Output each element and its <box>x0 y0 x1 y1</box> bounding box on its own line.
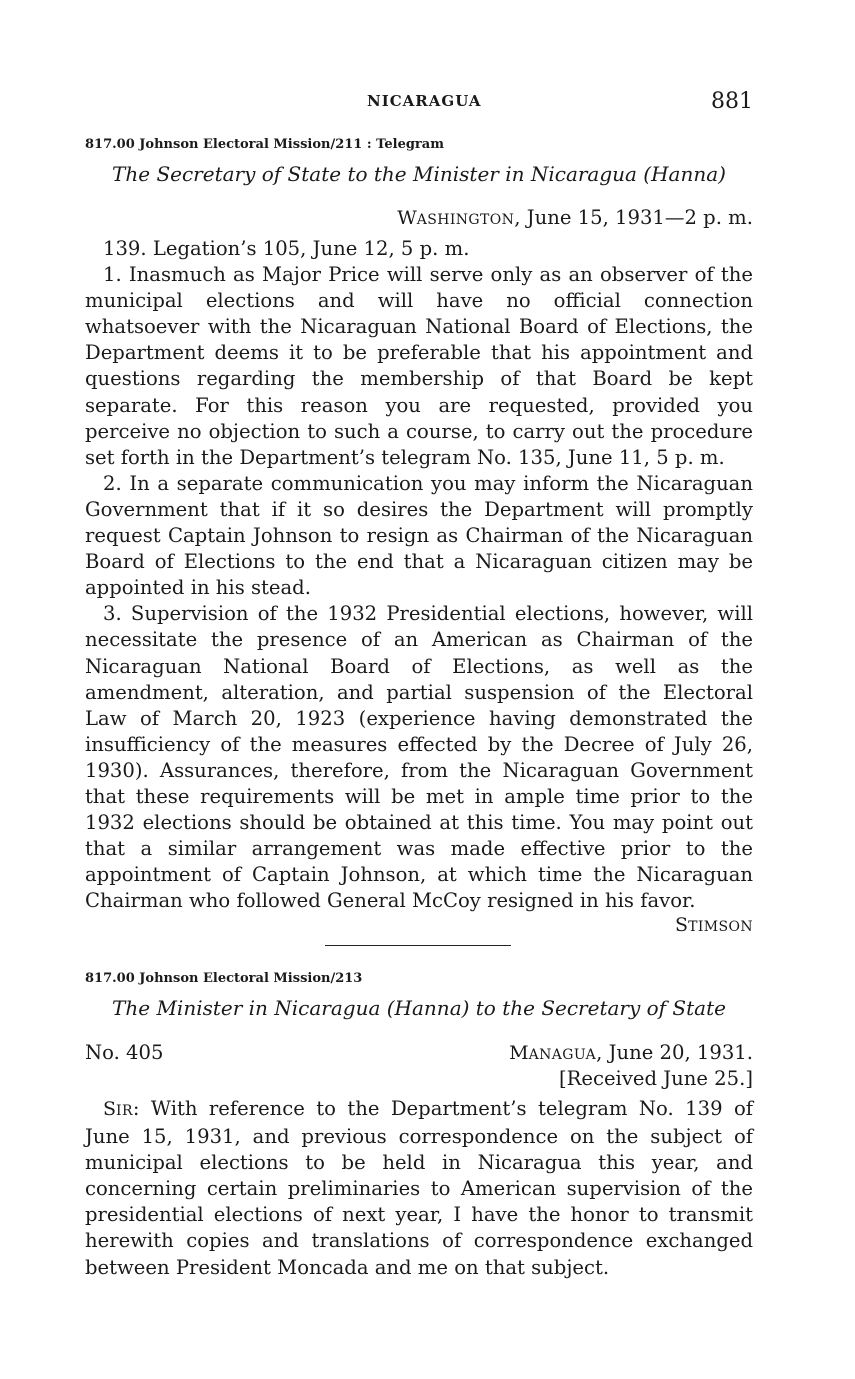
date: , June 15, 1931—2 p. m. <box>514 206 753 229</box>
salutation-initial: S <box>103 1098 117 1120</box>
received-note: [Received June 25.] <box>559 1067 753 1090</box>
running-title: NICARAGUA <box>367 92 482 110</box>
body-text: With reference to the Department’s telegram No. 139 of June 15, 1931, and previous correspondence on the subject of municipal elections to be held in Nicaragua this year, and concerning certain preliminaries to American supervision of the presidential elections of next year, I have the honor to transmit herewith copies and translations of correspondence exchanged between President Moncada and me on that subject. <box>85 1097 753 1279</box>
separator-rule <box>325 945 511 946</box>
file-reference-1: 817.00 Johnson Electoral Mission/211 : Telegram <box>85 137 444 152</box>
signature <box>675 914 753 936</box>
telegram-body <box>85 236 753 914</box>
dateline-2 <box>509 1041 753 1064</box>
paragraph: 2. In a separate communication you may inform the Nicaraguan Government that if it so desires the Department will promptly request Captain Johnson to resign as Chairman of the Nicaraguan Board of Elections to the end that a Nicaraguan citizen may be appointed in his stead. <box>85 471 753 600</box>
paragraph: 1. Inasmuch as Major Price will serve only as an observer of the municipal elections and will have no official connection whatsoever with the Nicaraguan National Board of Elections, the Department deems it to be preferable that his appointment and questions regarding the membership of that Board be kept separate. For this reason you are requested, provided you perceive no objection to such a course, to carry out the procedure set forth in the Department’s telegram No. 135, June 11, 5 p. m. <box>85 263 753 469</box>
heading-1: The Secretary of State to the Minister in Nicaragua (Hanna) <box>112 162 726 186</box>
paragraph: 3. Supervision of the 1932 Presidential elections, however, will necessitate the presence of an American as Chairman of the Nicaraguan National Board of Elections, as well as the amendment, alteration, and partial suspension of the Electoral Law of March 20, 1923 (experience having demonstrated the insufficiency of the measures effected by the Decree of July 26, 1930). Assurances, therefore, from the Nicaraguan Government that these requirements will be met in ample time prior to the 1932 elections should be obtained at this time. You may point out that a similar arrangement was made effective prior to the appointment of Captain Johnson, at which time the Nicaraguan Chairman who followed General McCoy resigned in his favor. <box>85 602 753 913</box>
despatch-body <box>85 1096 753 1281</box>
place-initial: W <box>397 207 417 229</box>
date: , June 20, 1931. <box>596 1041 753 1064</box>
signature-rest: TIMSON <box>688 919 753 935</box>
paragraph <box>85 1096 753 1281</box>
page-number: 881 <box>711 89 753 114</box>
despatch-number: No. 405 <box>85 1041 164 1064</box>
place-rest: ANAGUA <box>528 1047 597 1063</box>
place-initial: M <box>509 1042 529 1064</box>
salutation-rest: IR <box>116 1103 133 1119</box>
dateline-1 <box>397 206 753 229</box>
file-reference-2: 817.00 Johnson Electoral Mission/213 <box>85 971 363 986</box>
heading-2: The Minister in Nicaragua (Hanna) to the Secretary of State <box>112 996 726 1020</box>
salutation-colon: : <box>132 1097 140 1120</box>
paragraph: 139. Legation’s 105, June 12, 5 p. m. <box>103 237 470 260</box>
signature-initial: S <box>675 914 689 936</box>
place-rest: ASHINGTON <box>416 212 515 228</box>
